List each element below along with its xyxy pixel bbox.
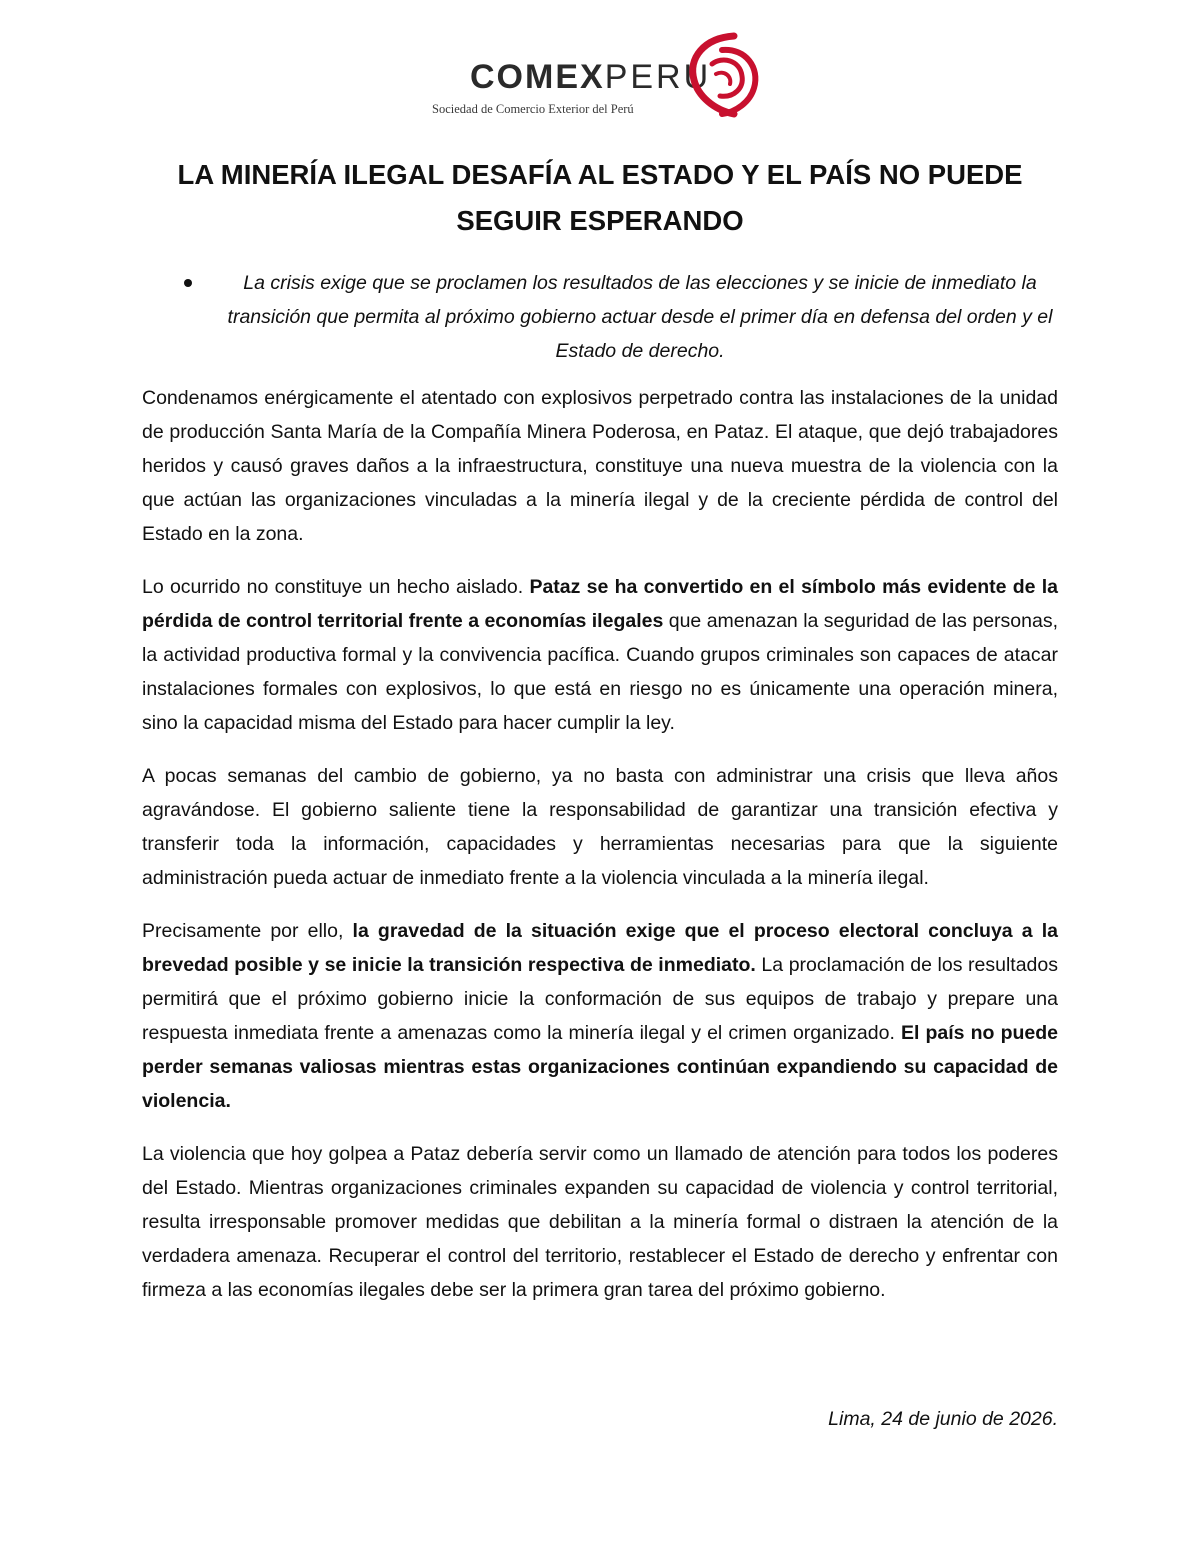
- paragraph-2-emphasis: Pataz se ha convertido en el símbolo más evidente de la pérdida de control territorial frente a economías ilegales: [142, 576, 1058, 632]
- paragraph-2-rest: que amenazan la seguridad de las personas, la actividad productiva formal y la convivencia pacífica. Cuando grupos criminales son capaces de atacar instalaciones formales con explosivos, lo que está en riesgo no es únicamente una operación minera, sino la capacidad misma del Estado para hacer cumplir la ley.: [142, 610, 1058, 734]
- title-line-1: LA MINERÍA ILEGAL DESAFÍA AL ESTADO Y EL PAÍS NO PUEDE: [177, 159, 1023, 190]
- swirl-logo-icon: [682, 30, 762, 120]
- summary-bullet-item: [180, 266, 1060, 368]
- summary-bullet-list: [180, 266, 1060, 368]
- paragraph-1: Condenamos enérgicamente el atentado con explosivos perpetrado contra las instalaciones de la unidad de producción Santa María de la Compañía Minera Poderosa, en Pataz. El ataque, que dejó trabajadores heridos y causó graves daños a la infraestructura, constituye una nueva muestra de la violencia con la que actúan las organizaciones vinculadas a la minería ilegal y de la creciente pérdida de control del Estado en la zona.: [142, 387, 1058, 545]
- logo-tagline: Sociedad de Comercio Exterior del Perú: [432, 102, 634, 116]
- paragraph-2-intro: Lo ocurrido no constituye un hecho aislado.: [142, 576, 530, 598]
- summary-bullet-text: La crisis exige que se proclamen los resultados de las elecciones y se inicie de inmediato la transición que permita al próximo gobierno actuar desde el primer día en defensa del orden y el Estado de derecho.: [227, 272, 1053, 362]
- paragraph-4-intro: Precisamente por ello,: [142, 920, 353, 942]
- paragraph-4: [142, 914, 1058, 1118]
- title-line-2: SEGUIR ESPERANDO: [456, 205, 744, 236]
- document-body: [142, 381, 1058, 1326]
- document-title: [120, 152, 1080, 244]
- paragraph-4-emphasis-2: El país no puede perder semanas valiosas mientras estas organizaciones continúan expandiendo su capacidad de violencia.: [142, 1022, 1058, 1112]
- paragraph-5: La violencia que hoy golpea a Pataz debería servir como un llamado de atención para todos los poderes del Estado. Mientras organizaciones criminales expanden su capacidad de violencia y control territorial, resulta irresponsable promover medidas que debilitan a la minería formal o distraen la atención de la verdadera amenaza. Recuperar el control del territorio, restablecer el Estado de derecho y enfrentar con firmeza a las economías ilegales debe ser la primera gran tarea del próximo gobierno.: [142, 1143, 1058, 1301]
- bullet-dot-icon: [184, 279, 192, 287]
- comexperu-logo: [430, 30, 760, 130]
- dateline: Lima, 24 de junio de 2026.: [828, 1408, 1058, 1430]
- paragraph-2: [142, 570, 1058, 740]
- logo-text-regular: PERU: [604, 58, 712, 96]
- paragraph-3: A pocas semanas del cambio de gobierno, ya no basta con administrar una crisis que lleva años agravándose. El gobierno saliente tiene la responsabilidad de garantizar una transición efectiva y transferir toda la información, capacidades y herramientas necesarias para que la siguiente administración pueda actuar de inmediato frente a la violencia vinculada a la minería ilegal.: [142, 765, 1058, 889]
- logo-wordmark: [470, 60, 711, 94]
- paragraph-4-emphasis-1: la gravedad de la situación exige que el proceso electoral concluya a la brevedad posible y se inicie la transición respectiva de inmediato.: [142, 920, 1058, 976]
- logo-text-bold: COMEX: [470, 58, 605, 96]
- paragraph-4-middle: La proclamación de los resultados permitirá que el próximo gobierno inicie la conformación de sus equipos de trabajo y prepare una respuesta inmediata frente a amenazas como la minería ilegal y el crimen organizado.: [142, 954, 1059, 1044]
